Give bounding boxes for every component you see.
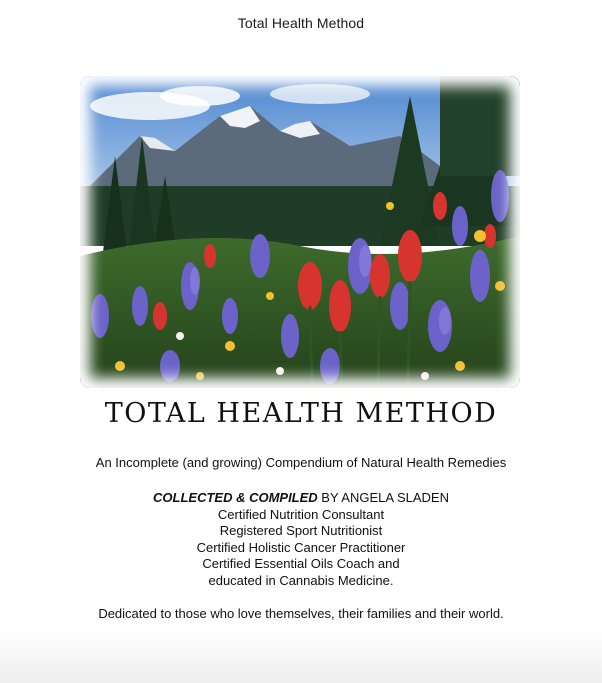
credential-line: Certified Holistic Cancer Practitioner	[196, 539, 406, 555]
credential-line: educated in Cannabis Medicine.	[208, 572, 394, 588]
page-subtitle: An Incomplete (and growing) Compendium of Natural Health Remedies	[95, 455, 507, 470]
credential-line: Registered Sport Nutritionist	[219, 523, 383, 538]
collected-label: COLLECTED & COMPILED	[153, 490, 318, 505]
dedication-text: Dedicated to those who love themselves, their families and their world.	[98, 606, 504, 621]
credential-line: Certified Nutrition Consultant	[217, 506, 385, 522]
page-bottom-shadow	[0, 628, 602, 683]
page-title: TOTAL HEALTH METHOD	[104, 398, 498, 429]
alpine-meadow-image	[80, 76, 520, 388]
credits-byline	[0, 490, 602, 507]
page-header-title: Total Health Method	[237, 15, 365, 31]
credits-block	[0, 490, 602, 589]
credential-line: Certified Essential Oils Coach and	[202, 556, 400, 571]
hero-image	[80, 76, 520, 388]
author-name: BY ANGELA SLADEN	[317, 490, 449, 505]
